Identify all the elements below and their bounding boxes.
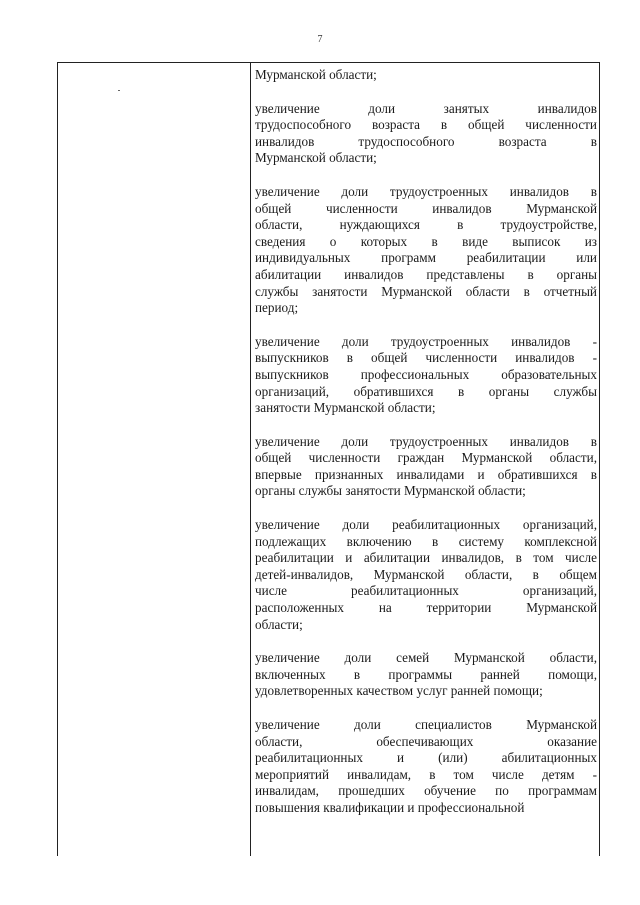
text-line: повышения квалификации и профессиональной: [255, 799, 525, 815]
text-line: подлежащих включению в систему комплексной: [255, 533, 597, 549]
text-line: увеличение доли реабилитационных организаций,: [255, 517, 597, 533]
text-line: увеличение доли трудоустроенных инвалидов в: [255, 433, 597, 449]
text-line: индивидуальных программ реабилитации или: [255, 250, 597, 266]
text-paragraph: [255, 184, 597, 317]
document-table: [57, 62, 600, 856]
text-line: увеличение доли семей Мурманской области,: [255, 650, 597, 666]
text-line: общей численности граждан Мурманской области,: [255, 450, 597, 466]
text-line: области, обеспечивающих оказание: [255, 733, 597, 749]
text-line: занятости Мурманской области;: [255, 400, 436, 416]
text-line: увеличение доли специалистов Мурманской: [255, 717, 597, 732]
text-line: мероприятий инвалидам, в том числе детям -: [255, 766, 597, 782]
text-line: впервые признанных инвалидами и обратившихся в: [255, 466, 597, 482]
column-divider: [250, 63, 251, 856]
text-line: общей численности инвалидов Мурманской: [255, 200, 597, 216]
scan-speck: [118, 90, 120, 91]
text-paragraph: [255, 334, 597, 417]
text-line: области;: [255, 616, 303, 632]
left-column-cell: [58, 63, 250, 856]
text-paragraph: [255, 717, 597, 817]
text-line: увеличение доли трудоустроенных инвалидов в: [255, 183, 597, 199]
text-line: инвалидам, прошедших обучение по программам: [255, 783, 597, 799]
text-line: числе реабилитационных организаций,: [255, 583, 597, 599]
text-line: службы занятости Мурманской области в отчетный: [255, 283, 597, 299]
text-paragraph: [255, 434, 597, 500]
text-paragraph: [255, 101, 597, 167]
text-paragraph: [255, 67, 597, 84]
text-line: Мурманской области;: [255, 150, 377, 166]
text-line: удовлетворенных качеством услуг ранней помощи;: [255, 683, 543, 699]
text-line: инвалидов трудоспособного возраста в: [255, 133, 597, 149]
text-line: абилитации инвалидов представлены в органы: [255, 266, 597, 282]
text-line: включенных в программы ранней помощи,: [255, 666, 597, 682]
text-line: выпускников в общей численности инвалидов -: [255, 350, 597, 366]
text-line: увеличение доли занятых инвалидов: [255, 100, 597, 116]
text-line: увеличение доли трудоустроенных инвалидов -: [255, 333, 597, 349]
text-paragraph: [255, 650, 597, 700]
text-line: области, нуждающихся в трудоустройстве,: [255, 217, 597, 233]
page-number: 7: [317, 34, 323, 45]
text-line: сведения о которых в виде выписок из: [255, 233, 597, 249]
text-line: выпускников профессиональных образовательных: [255, 366, 597, 382]
text-line: реабилитационных и (или) абилитационных: [255, 750, 597, 766]
right-column-cell: [255, 67, 597, 834]
text-line: организаций, обратившихся в органы службы: [255, 383, 597, 399]
text-line: реабилитации и абилитации инвалидов, в том числе: [255, 550, 597, 566]
text-line: Мурманской области;: [255, 67, 377, 82]
text-line: расположенных на территории Мурманской: [255, 600, 597, 616]
text-line: детей-инвалидов, Мурманской области, в общем: [255, 566, 597, 582]
text-line: органы службы занятости Мурманской области;: [255, 483, 526, 499]
text-line: трудоспособного возраста в общей численности: [255, 117, 597, 133]
text-line: период;: [255, 300, 299, 316]
text-paragraph: [255, 517, 597, 633]
